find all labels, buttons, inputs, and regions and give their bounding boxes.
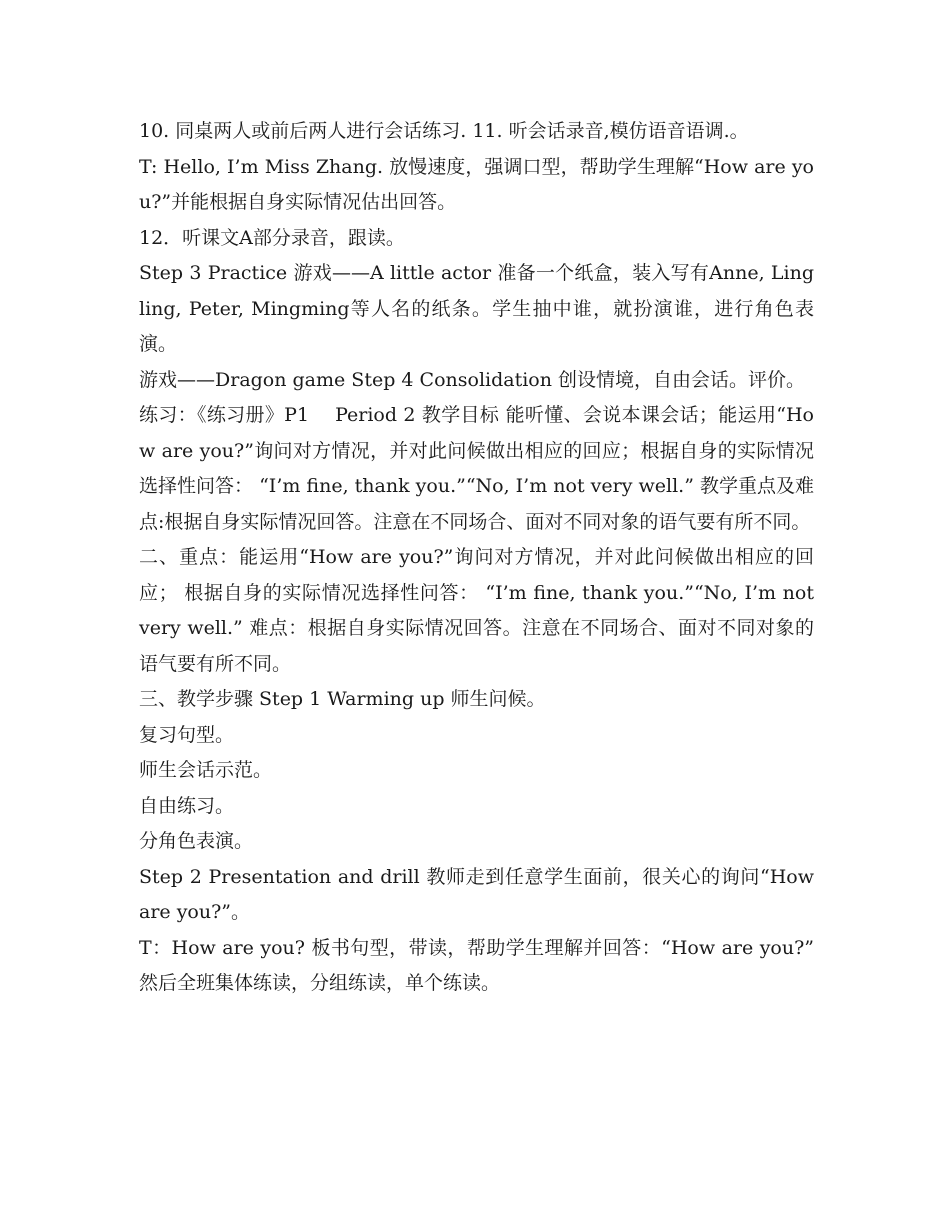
paragraph-step-2-presentation: Step 2 Presentation and drill 教师走到任意学生面前，很关心的询问“How are you?”。 <box>139 865 814 923</box>
paragraph-role-play: 分角色表演。 <box>139 830 254 852</box>
paragraph-free-practice: 自由练习。 <box>139 794 235 817</box>
paragraph-period-2-objectives: 练习：《练习册》P1 Period 2 教学目标 能听懂、会说本课会话；能运用“How are you?”询问对方情况，并对此问候做出相应的回应；根据自身的实际情况选择性问答： “I’m fine, thank you.”“No, I’m not very well.” 教学重点及难点:根据自身实际情况回答。注意在不同场合、面对不同对象的语气要有所不同。 <box>139 404 814 533</box>
paragraph-board-drill: T：How are you? 板书句型，带读，帮助学生理解并回答：“How are you?” 然后全班集体练读，分组练读，单个练读。 <box>139 936 814 994</box>
paragraph-dialogue-practice: 10. 同桌两人或前后两人进行会话练习. 11. 听会话录音,模仿语音语调.。 <box>139 120 749 142</box>
paragraph-teaching-steps: 三、教学步骤 Step 1 Warming up 师生问候。 <box>139 688 546 710</box>
paragraph-step-3-practice: Step 3 Practice 游戏——A little actor 准备一个纸盒，装入写有Anne, Lingling, Peter, Mingming等人名的纸条。学生抽中谁，就扮演谁，进行角色表演。 <box>139 262 814 355</box>
paragraph-review-patterns: 复习句型。 <box>139 723 235 746</box>
paragraph-listen-text-a: 12．听课文A部分录音，跟读。 <box>139 226 405 249</box>
paragraph-dragon-game: 游戏——Dragon game Step 4 Consolidation 创设情境，自由会话。评价。 <box>139 368 806 391</box>
paragraph-key-points: 二、重点：能运用“How are you?”询问对方情况，并对此问候做出相应的回应； 根据自身的实际情况选择性问答： “I’m fine, thank you.”“No, I’m not very well.” 难点：根据自身实际情况回答。注意在不同场合、面对不同对象的语气要有所不同。 <box>139 546 814 675</box>
paragraph-demo-dialogue: 师生会话示范。 <box>139 759 273 781</box>
paragraph-teacher-greeting: T: Hello, I’m Miss Zhang. 放慢速度，强调口型，帮助学生理解“How are you?”并能根据自身实际情况估出回答。 <box>139 155 814 213</box>
